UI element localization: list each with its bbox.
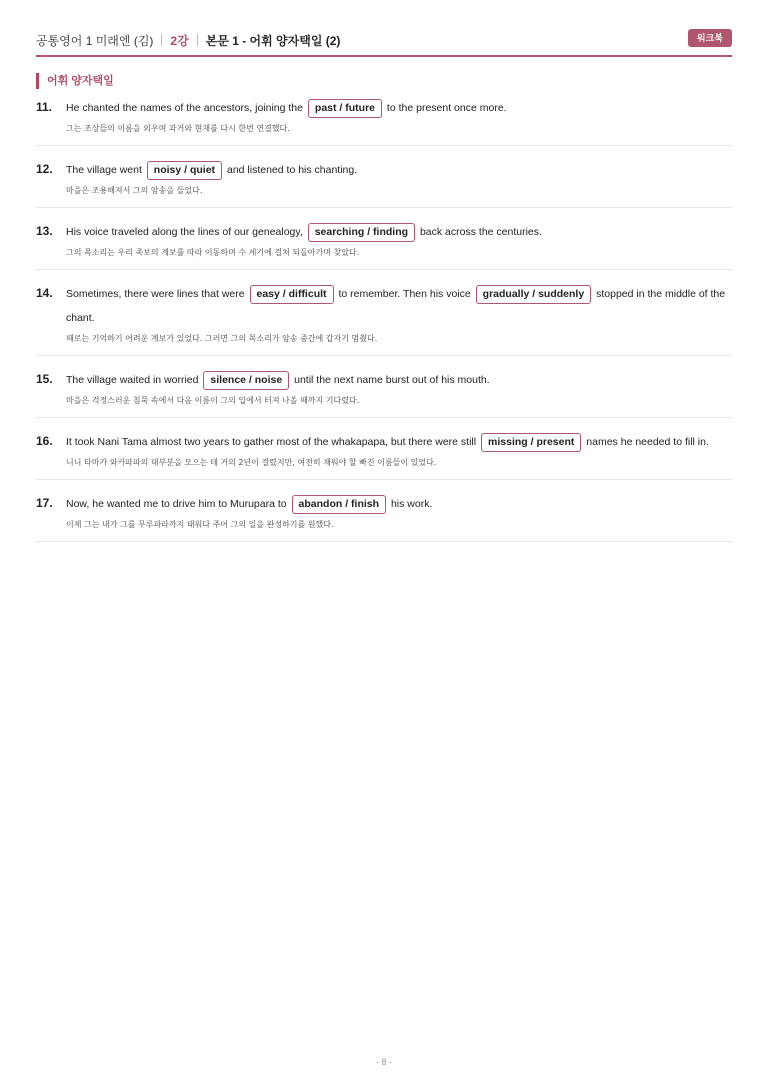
translation: 때로는 기억하기 어려운 계보가 있었다. 그러면 그의 목소리가 암송 중간에 갑자기 멈췄다. bbox=[66, 334, 378, 343]
question-text: Sometimes, there were lines that were easy / difficult to remember. Then his voice gradually / suddenly stopped in the middle of the chant. bbox=[66, 282, 732, 330]
choice-box[interactable]: silence / noise bbox=[203, 371, 289, 390]
question-item bbox=[36, 94, 732, 146]
question-item bbox=[36, 428, 732, 480]
question-item bbox=[36, 280, 732, 356]
question-number: 13. bbox=[36, 224, 53, 238]
choice-box[interactable]: missing / present bbox=[481, 433, 581, 452]
question-item bbox=[36, 366, 732, 418]
translation: 그의 목소리는 우리 족보의 계보를 따라 이동하며 수 세기에 걸쳐 되돌아가며 찾았다. bbox=[66, 248, 360, 257]
question-item bbox=[36, 218, 732, 270]
choice-box[interactable]: abandon / finish bbox=[292, 495, 387, 514]
question-text: His voice traveled along the lines of our genealogy, searching / finding back across the centuries. bbox=[66, 220, 542, 244]
question-text: It took Nani Tama almost two years to gather most of the whakapapa, but there were still missing / present names he needed to fill in. bbox=[66, 430, 709, 454]
question-number: 11. bbox=[36, 100, 53, 114]
translation: 니니 타마가 와카파파의 대부분을 모으는 데 거의 2년이 걸렸지만, 여전히 채워야 할 빠진 이름들이 있었다. bbox=[66, 458, 437, 467]
lesson-number: 2강 bbox=[170, 33, 189, 48]
worksheet-title: 본문 1 - 어휘 양자택일 (2) bbox=[205, 33, 341, 48]
question-number: 15. bbox=[36, 372, 53, 386]
choice-box[interactable]: gradually / suddenly bbox=[476, 285, 592, 304]
workbook-badge: 워크북 bbox=[688, 29, 732, 47]
header-divider bbox=[161, 34, 162, 46]
question-number: 12. bbox=[36, 162, 53, 176]
page-number: - 8 - bbox=[375, 1057, 392, 1067]
question-text: The village went noisy / quiet and listened to his chanting. bbox=[66, 158, 357, 182]
question-number: 14. bbox=[36, 286, 53, 300]
header-divider bbox=[197, 34, 198, 46]
page-header bbox=[36, 29, 732, 51]
choice-box[interactable]: searching / finding bbox=[308, 223, 415, 242]
question-number: 16. bbox=[36, 434, 53, 448]
question-text: The village waited in worried silence / noise until the next name burst out of his mouth. bbox=[66, 368, 490, 392]
choice-box[interactable]: easy / difficult bbox=[250, 285, 334, 304]
course-title: 공통영어 1 미래엔 (김) bbox=[36, 33, 154, 48]
choice-box[interactable]: past / future bbox=[308, 99, 382, 118]
question-item bbox=[36, 490, 732, 542]
question-text: Now, he wanted me to drive him to Murupara to abandon / finish his work. bbox=[66, 492, 432, 516]
translation: 이제 그는 내가 그를 무루파라까지 태워다 주어 그의 일을 완성하기를 원했다. bbox=[66, 520, 334, 529]
choice-box[interactable]: noisy / quiet bbox=[147, 161, 222, 180]
translation: 마을은 걱정스러운 침묵 속에서 다음 이름이 그의 입에서 터져 나올 때까지 기다렸다. bbox=[66, 396, 360, 405]
question-text: He chanted the names of the ancestors, joining the past / future to the present once more. bbox=[66, 96, 507, 120]
header-rule bbox=[36, 55, 732, 57]
question-number: 17. bbox=[36, 496, 53, 510]
question-list bbox=[36, 94, 732, 552]
translation: 마을은 조용해져서 그의 암송을 들었다. bbox=[66, 186, 203, 195]
section-title: 어휘 양자택일 bbox=[36, 73, 114, 89]
question-item bbox=[36, 156, 732, 208]
translation: 그는 조상들의 이름을 외우며 과거와 현재를 다시 한번 연결했다. bbox=[66, 124, 290, 133]
